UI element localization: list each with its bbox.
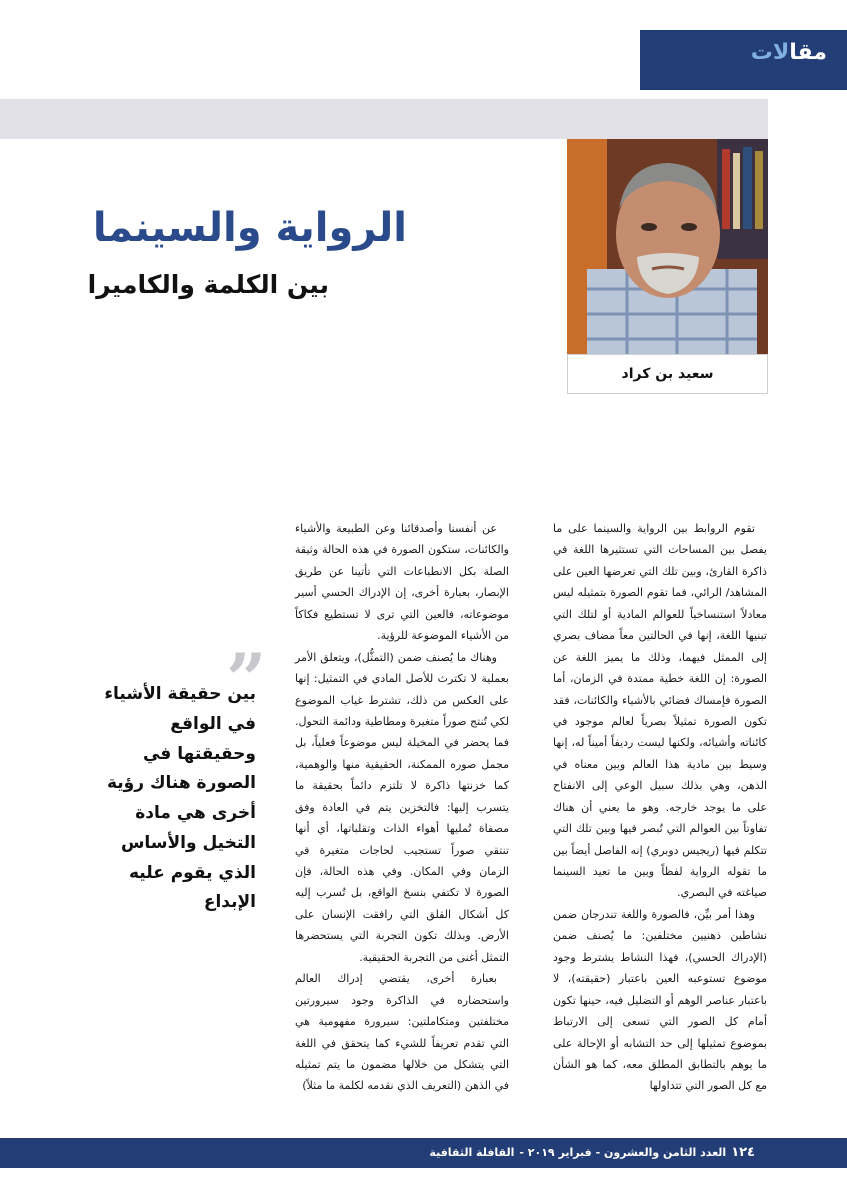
paragraph: تقوم الروابط بين الرواية والسينما على ما يفصل بين المساحات التي تستثيرها اللغة في ذاكرة القارئ، وبين تلك التي تعرضها العين على المشاهد/ الرائي، فما تقوم الصورة بتمثيله ليس معادلاً استنساخياً للعوالم المادية أو لتلك التي تبنيها اللغة، إنها في الحالتين معاً مضاف بصري إلى الممثل فيهما، وذلك ما يميز اللغة عن الصورة: إن اللغة خطية ممتدة في الزمان، أما الصورة فإمساك فضائي بالأشياء والكائنات، فقد تكون الصورة تمثيلاً بصرياً لعالم موجود في كائناته وأشيائه، ولكنها ليست رديفاً أميناً له، إنها وسيط بين مادية هذا العالم وبين معناه في الذهن، وهي بذلك سبيل الوعي إلى الانفتاح على ما يوجد خارجه. وهو ما يعني أن هناك تفاوتاً بين العوالم التي تُبصر فيها وبين تلك التي تتكلم فيها (ريجيس دوبري) إنه الفاصل أيضاً بين ما تقوله الرواية لفظاً وبين ما تعيد السينما صياغته في البصري. xyxy=(553,522,767,900)
page-number: ١٢٤ xyxy=(731,1145,755,1160)
article-title: الرواية والسينما xyxy=(92,205,407,251)
magazine-name: القافلة الثقافية xyxy=(429,1146,515,1159)
section-tab xyxy=(640,30,847,90)
paragraph: وهذا أمر بيِّن، فالصورة واللغة تندرجان ضمن نشاطين ذهنيين مختلفين: ما يُصنف ضمن (الإدراك الحسي)، فهذا النشاط يشترط وجود موضوع تستوعبه العين باعتبار (حقيقته)، لا باعتبار عناصر الوهم أو التضليل فيه، حينها تكون أمام كل الصور التي تسعى إلى الارتباط بموضوع تمثيلها إلى حد التشابه أو الإحالة على ما يوهم بالتطابق المطلق معه، كما هو الشأن مع كل الصور التي تتداولها xyxy=(553,907,767,1093)
portrait-image xyxy=(567,139,768,354)
paragraph: بعبارة أخرى، يقتضي إدراك العالم واستحضاره في الذاكرة وجود سيرورتين مختلفتين ومتكاملتين: سيرورة مفهومية هي التي تقدم تعريفاً للشيء كما يتحقق في اللغة التي يتشكل من خلالها مضمون ما يتم تمثيله في الذهن (التعريف الذي نقدمه لكلمة ما مثلاً) xyxy=(295,972,509,1093)
section-label: مقالات xyxy=(750,40,827,65)
paragraph: عن أنفسنا وأصدقائنا وعن الطبيعة والأشياء والكائنات، ستكون الصورة في هذه الحالة وثيقة الصلة بكل الانطباعات التي تأتينا عن طريق الإبصار، بعبارة أخرى، إن الإدراك الحسي أسير موضوعاته، فالعين التي ترى لا تستطيع فكاكاً من الأشياء الموضوعة للرؤية. xyxy=(295,522,509,643)
pull-quote: بين حقيقة الأشياء في الواقع وحقيقتها في الصورة هناك رؤية أخرى هي مادة التخيل والأساس الذي يقوم عليه الإبداع xyxy=(104,684,256,913)
text-column-right xyxy=(553,518,767,1097)
author-photo xyxy=(567,139,768,354)
issue-line: العدد الثامن والعشرون - فبراير ٢٠١٩ - xyxy=(519,1146,727,1159)
text-column-left xyxy=(295,518,509,1097)
quote-mark-icon: ” xyxy=(226,638,267,721)
paragraph: وهناك ما يُصنف ضمن (التمثُّل)، ويتعلق الأمر بعملية لا تكترث للأصل المادي في التمثيل: إنها على العكس من ذلك، تشترط غياب الموضوع لكي تُنتج صوراً متغيرة ومطاطية ودائمة التحول. فما يحضر في المخيلة ليس موضوعاً فعلياً، بل مجمل صوره الممكنة، الحقيقية منها والوهمية، كما خزنتها ذاكرة لا تلتزم دائماً بحقيقة ما يتسرب إليها: فالتخزين يتم في العادة وفق مصفاة تُمليها أهواء الذات وتقلباتها، أي أنها تنتقي صوراً تستجيب لحاجات متغيرة في الزمان وفي المكان. وفي هذه الحالة، فإن الصورة لا تكتفي بنسخ الواقع، بل تُسرب إليه كل أشكال القلق التي رافقت الإنسان على الأرض. وبذلك تكون التجربة التي يستحضرها التمثل أغنى من التجربة الحقيقية. xyxy=(295,650,509,964)
article-subtitle: بين الكلمة والكاميرا xyxy=(87,270,329,299)
header-banner xyxy=(0,99,768,139)
author-caption: سعيد بن كراد xyxy=(567,354,768,394)
footer-info xyxy=(429,1145,755,1160)
